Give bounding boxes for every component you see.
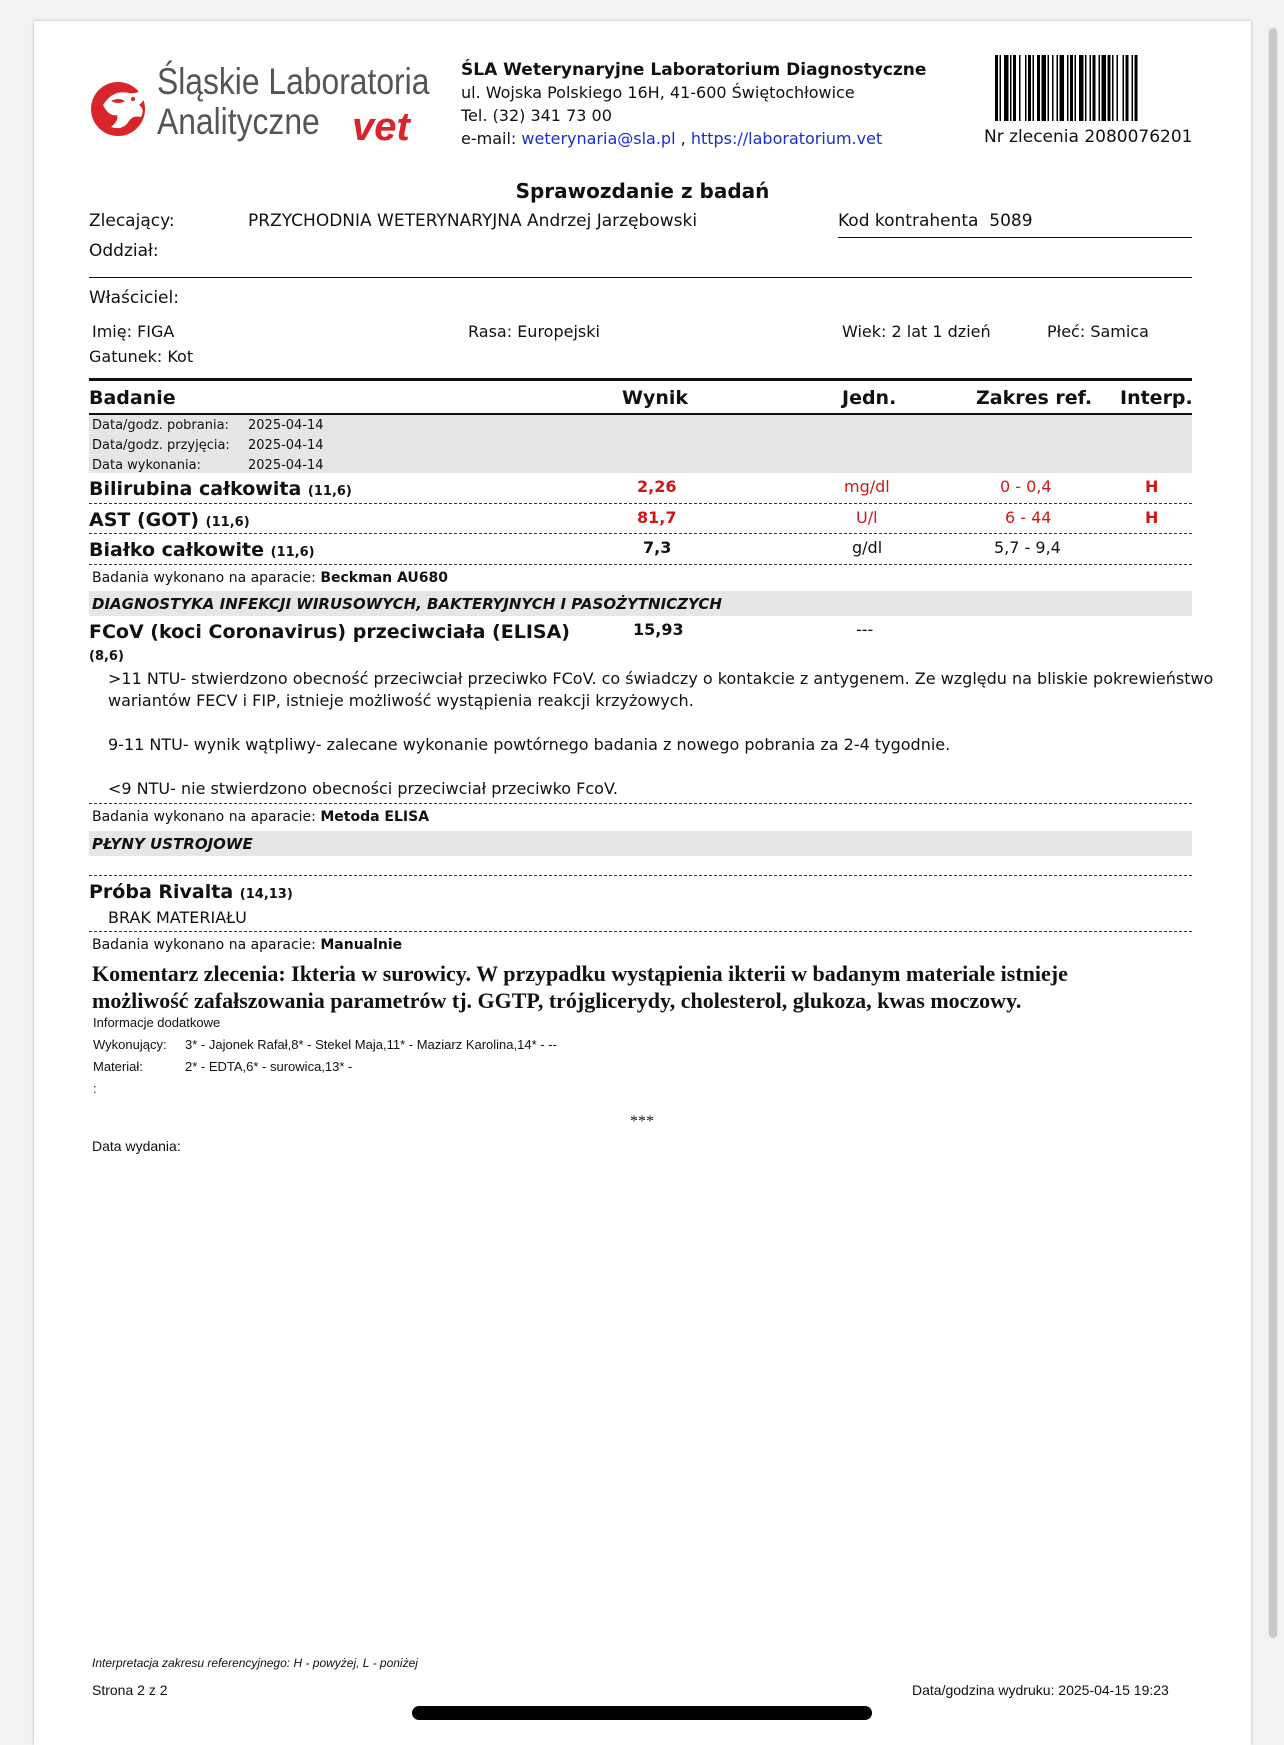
date-collected-label: Data/godz. pobrania: — [92, 418, 229, 433]
test-result: 7,3 — [643, 538, 672, 557]
logo-line1: Śląskie Laboratoria — [157, 61, 430, 102]
table-top-rule — [89, 378, 1192, 381]
fcov-note-2: 9-11 NTU- wynik wątpliwy- zalecane wykonanie powtórnego badania z nowego pobrania za 2-4 tygodnie. — [108, 735, 951, 754]
lab-phone: Tel. (32) 341 73 00 — [461, 106, 612, 125]
header-result: Wynik — [622, 387, 689, 409]
date-performed-value: 2025-04-14 — [248, 458, 324, 473]
row-divider — [89, 875, 1192, 876]
apparatus-line: Badania wykonano na aparacie: Beckman AU680 — [92, 570, 448, 586]
row-divider — [89, 803, 1192, 804]
website-link[interactable]: https://laboratorium.vet — [690, 129, 883, 148]
print-date: Data/godzina wydruku: 2025-04-15 19:23 — [912, 1682, 1169, 1698]
test-name: Bilirubina całkowita (11,6) — [89, 478, 352, 500]
lab-name: ŚLA Weterynaryjne Laboratorium Diagnostyczne — [461, 60, 927, 80]
date-received-value: 2025-04-14 — [248, 438, 324, 453]
owner-label: Właściciel: — [89, 288, 179, 308]
fcov-note-1a: >11 NTU- stwierdzono obecność przeciwciał przeciwko FCoV. co świadczy o kontakcie z antygenem. Ze względu na bliskie pokrewieństwo — [108, 669, 1214, 688]
order-comment-line2: możliwość zafałszowania parametrów tj. GGTP, trójglicerydy, cholesterol, glukoza, kwas moczowy. — [92, 988, 1022, 1013]
test-ref: 6 - 44 — [1005, 508, 1052, 527]
order-number — [984, 127, 1193, 147]
eagle-logo-icon — [89, 75, 151, 139]
material-value: 2* - EDTA,6* - surowica,13* - — [185, 1059, 353, 1074]
date-collected-value: 2025-04-14 — [248, 418, 324, 433]
test-result: 2,26 — [637, 477, 677, 496]
contractor-value: 5089 — [989, 211, 1033, 231]
rivalta-test-name: Próba Rivalta (14,13) — [89, 881, 293, 903]
fcov-unit: --- — [856, 620, 874, 639]
contractor-underline — [838, 237, 1192, 238]
row-divider — [89, 931, 1192, 932]
logo-line2: Analityczne — [157, 101, 320, 142]
test-unit: U/l — [856, 508, 878, 527]
logo-vet: vet — [352, 105, 410, 149]
scrollbar[interactable] — [1268, 28, 1278, 1638]
ordering-label: Zlecający: — [89, 211, 175, 231]
patient-age: Wiek: 2 lat 1 dzień — [842, 322, 991, 341]
fcov-result: 15,93 — [633, 620, 684, 639]
row-divider — [89, 533, 1192, 534]
home-indicator[interactable] — [412, 1706, 872, 1720]
section-infections: DIAGNOSTYKA INFEKCJI WIRUSOWYCH, BAKTERYJNYCH I PASOŻYTNICZYCH — [92, 595, 722, 613]
fcov-note-3: <9 NTU- nie stwierdzono obecności przeciwciał przeciwko FcoV. — [108, 779, 618, 798]
test-result: 81,7 — [637, 508, 677, 527]
email-link[interactable]: weterynaria@sla.pl — [521, 129, 676, 148]
rivalta-result: BRAK MATERIAŁU — [108, 908, 247, 927]
patient-breed: Rasa: Europejski — [468, 322, 600, 341]
lab-logo — [89, 59, 449, 169]
section-fluids: PŁYNY USTROJOWE — [92, 835, 253, 853]
end-stars: *** — [630, 1113, 654, 1130]
header-interp: Interp. — [1120, 387, 1193, 409]
patient-name: Imię: FIGA — [92, 322, 175, 341]
header-ref: Zakres ref. — [976, 387, 1093, 409]
material-label: Materiał: — [93, 1059, 143, 1074]
apparatus-line: Badania wykonano na aparacie: Manualnie — [92, 937, 403, 953]
patient-sex: Płeć: Samica — [1047, 322, 1149, 341]
test-unit: g/dl — [852, 538, 883, 557]
date-received-label: Data/godz. przyjęcia: — [92, 438, 230, 453]
fcov-test-name: FCoV (koci Coronavirus) przeciwciała (ELISA) — [89, 621, 570, 643]
row-divider — [89, 503, 1192, 504]
lab-contact-line — [461, 129, 882, 148]
barcode — [995, 55, 1178, 121]
barcode-bars — [995, 55, 1178, 121]
lab-address: ul. Wojska Polskiego 16H, 41-600 Świętochłowice — [461, 83, 855, 102]
document-page — [34, 21, 1251, 1745]
fcov-note-1b: wariantów FECV i FIP, istnieje możliwość wystąpienia reakcji krzyżowych. — [108, 691, 694, 710]
header-test: Badanie — [89, 387, 176, 409]
performers-label: Wykonujący: — [93, 1037, 167, 1052]
test-ref: 0 - 0,4 — [1000, 477, 1052, 496]
order-number-value: 2080076201 — [1084, 127, 1193, 147]
test-interp: H — [1145, 477, 1159, 496]
additional-info-title: Informacje dodatkowe — [93, 1015, 221, 1030]
header-unit: Jedn. — [842, 387, 897, 409]
test-unit: mg/dl — [844, 477, 890, 496]
performers-value: 3* - Jajonek Rafał,8* - Stekel Maja,11* - Maziarz Karolina,14* - -- — [185, 1037, 557, 1052]
issue-date-label: Data wydania: — [92, 1138, 181, 1154]
scrollbar-thumb[interactable] — [1269, 28, 1277, 1638]
email-label: e-mail: — [461, 129, 517, 148]
interpretation-legend: Interpretacja zakresu referencyjnego: H - powyżej, L - poniżej — [92, 1656, 418, 1670]
test-interp: H — [1145, 508, 1159, 527]
branch-label: Oddział: — [89, 241, 159, 261]
page-number: Strona 2 z 2 — [92, 1682, 168, 1698]
date-performed-label: Data wykonania: — [92, 458, 201, 473]
apparatus-line: Badania wykonano na aparacie: Metoda ELISA — [92, 809, 430, 825]
test-ref: 5,7 - 9,4 — [994, 538, 1061, 557]
section-bar — [89, 831, 1192, 856]
colon-marker: : — [93, 1081, 97, 1096]
test-name: AST (GOT) (11,6) — [89, 509, 250, 531]
contractor-label: Kod kontrahenta — [838, 211, 979, 231]
order-number-label: Nr zlecenia — [984, 127, 1079, 147]
row-divider — [89, 564, 1192, 565]
fcov-code: (8,6) — [89, 649, 124, 664]
test-name: Białko całkowite (11,6) — [89, 539, 315, 561]
divider — [89, 277, 1192, 278]
contact-separator: , — [680, 129, 686, 148]
order-comment-line1: Komentarz zlecenia: Ikteria w surowicy. W przypadku wystąpienia ikterii w badanym materiale istnieje — [92, 961, 1068, 986]
ordering-value: PRZYCHODNIA WETERYNARYJNA Andrzej Jarzębowski — [248, 211, 698, 231]
contractor-code — [838, 211, 1033, 231]
patient-species: Gatunek: Kot — [89, 347, 194, 366]
report-title: Sprawozdanie z badań — [515, 179, 770, 203]
